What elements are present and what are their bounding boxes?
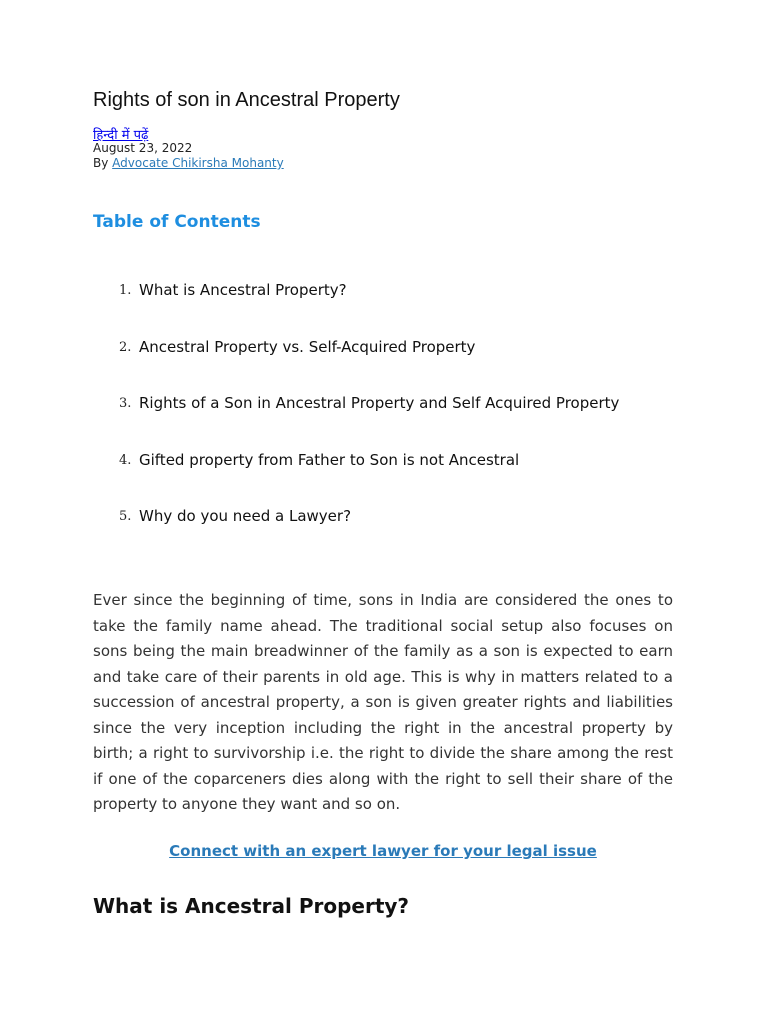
article-title: Rights of son in Ancestral Property: [93, 89, 400, 111]
publish-date: August 23, 2022: [93, 141, 193, 155]
toc-item-label[interactable]: Ancestral Property vs. Self-Acquired Property: [139, 337, 476, 356]
toc-item-number: 1.: [119, 283, 132, 298]
toc-item-number: 4.: [119, 452, 132, 468]
cta-container: [93, 842, 673, 860]
toc-heading: Table of Contents: [93, 212, 261, 232]
toc-item-number: 5.: [119, 509, 132, 524]
toc-item-number: 3.: [119, 396, 132, 411]
author-link[interactable]: Advocate Chikirsha Mohanty: [112, 156, 284, 170]
byline: [93, 156, 284, 170]
cta-link[interactable]: Connect with an expert lawyer for your legal issue: [169, 842, 597, 860]
toc-item-label[interactable]: Gifted property from Father to Son is not Ancestral: [139, 450, 520, 469]
toc-item-label[interactable]: Rights of a Son in Ancestral Property and Self Acquired Property: [139, 394, 620, 412]
language-link[interactable]: हिन्दी में पढ़ें: [93, 128, 149, 143]
toc-item-label[interactable]: Why do you need a Lawyer?: [139, 507, 352, 525]
by-label: By: [93, 156, 109, 170]
toc-item-label[interactable]: What is Ancestral Property?: [139, 281, 347, 299]
intro-paragraph: Ever since the beginning of time, sons in India are considered the ones to take the family name ahead. The traditional social setup also focuses on sons being the main breadwinner of the family as a son is expected to earn and take care of their parents in old age. This is why in matters related to a succession of ancestral property, a son is given greater rights and liabilities since the very inception including the right in the ancestral property by birth; a right to survivorship i.e. the right to divide the share among the rest if one of the coparceners dies along with the right to sell their share of the property to anyone they want and so on.: [93, 591, 673, 813]
section-heading: What is Ancestral Property?: [93, 894, 410, 918]
toc-item-number: 2.: [119, 339, 132, 355]
